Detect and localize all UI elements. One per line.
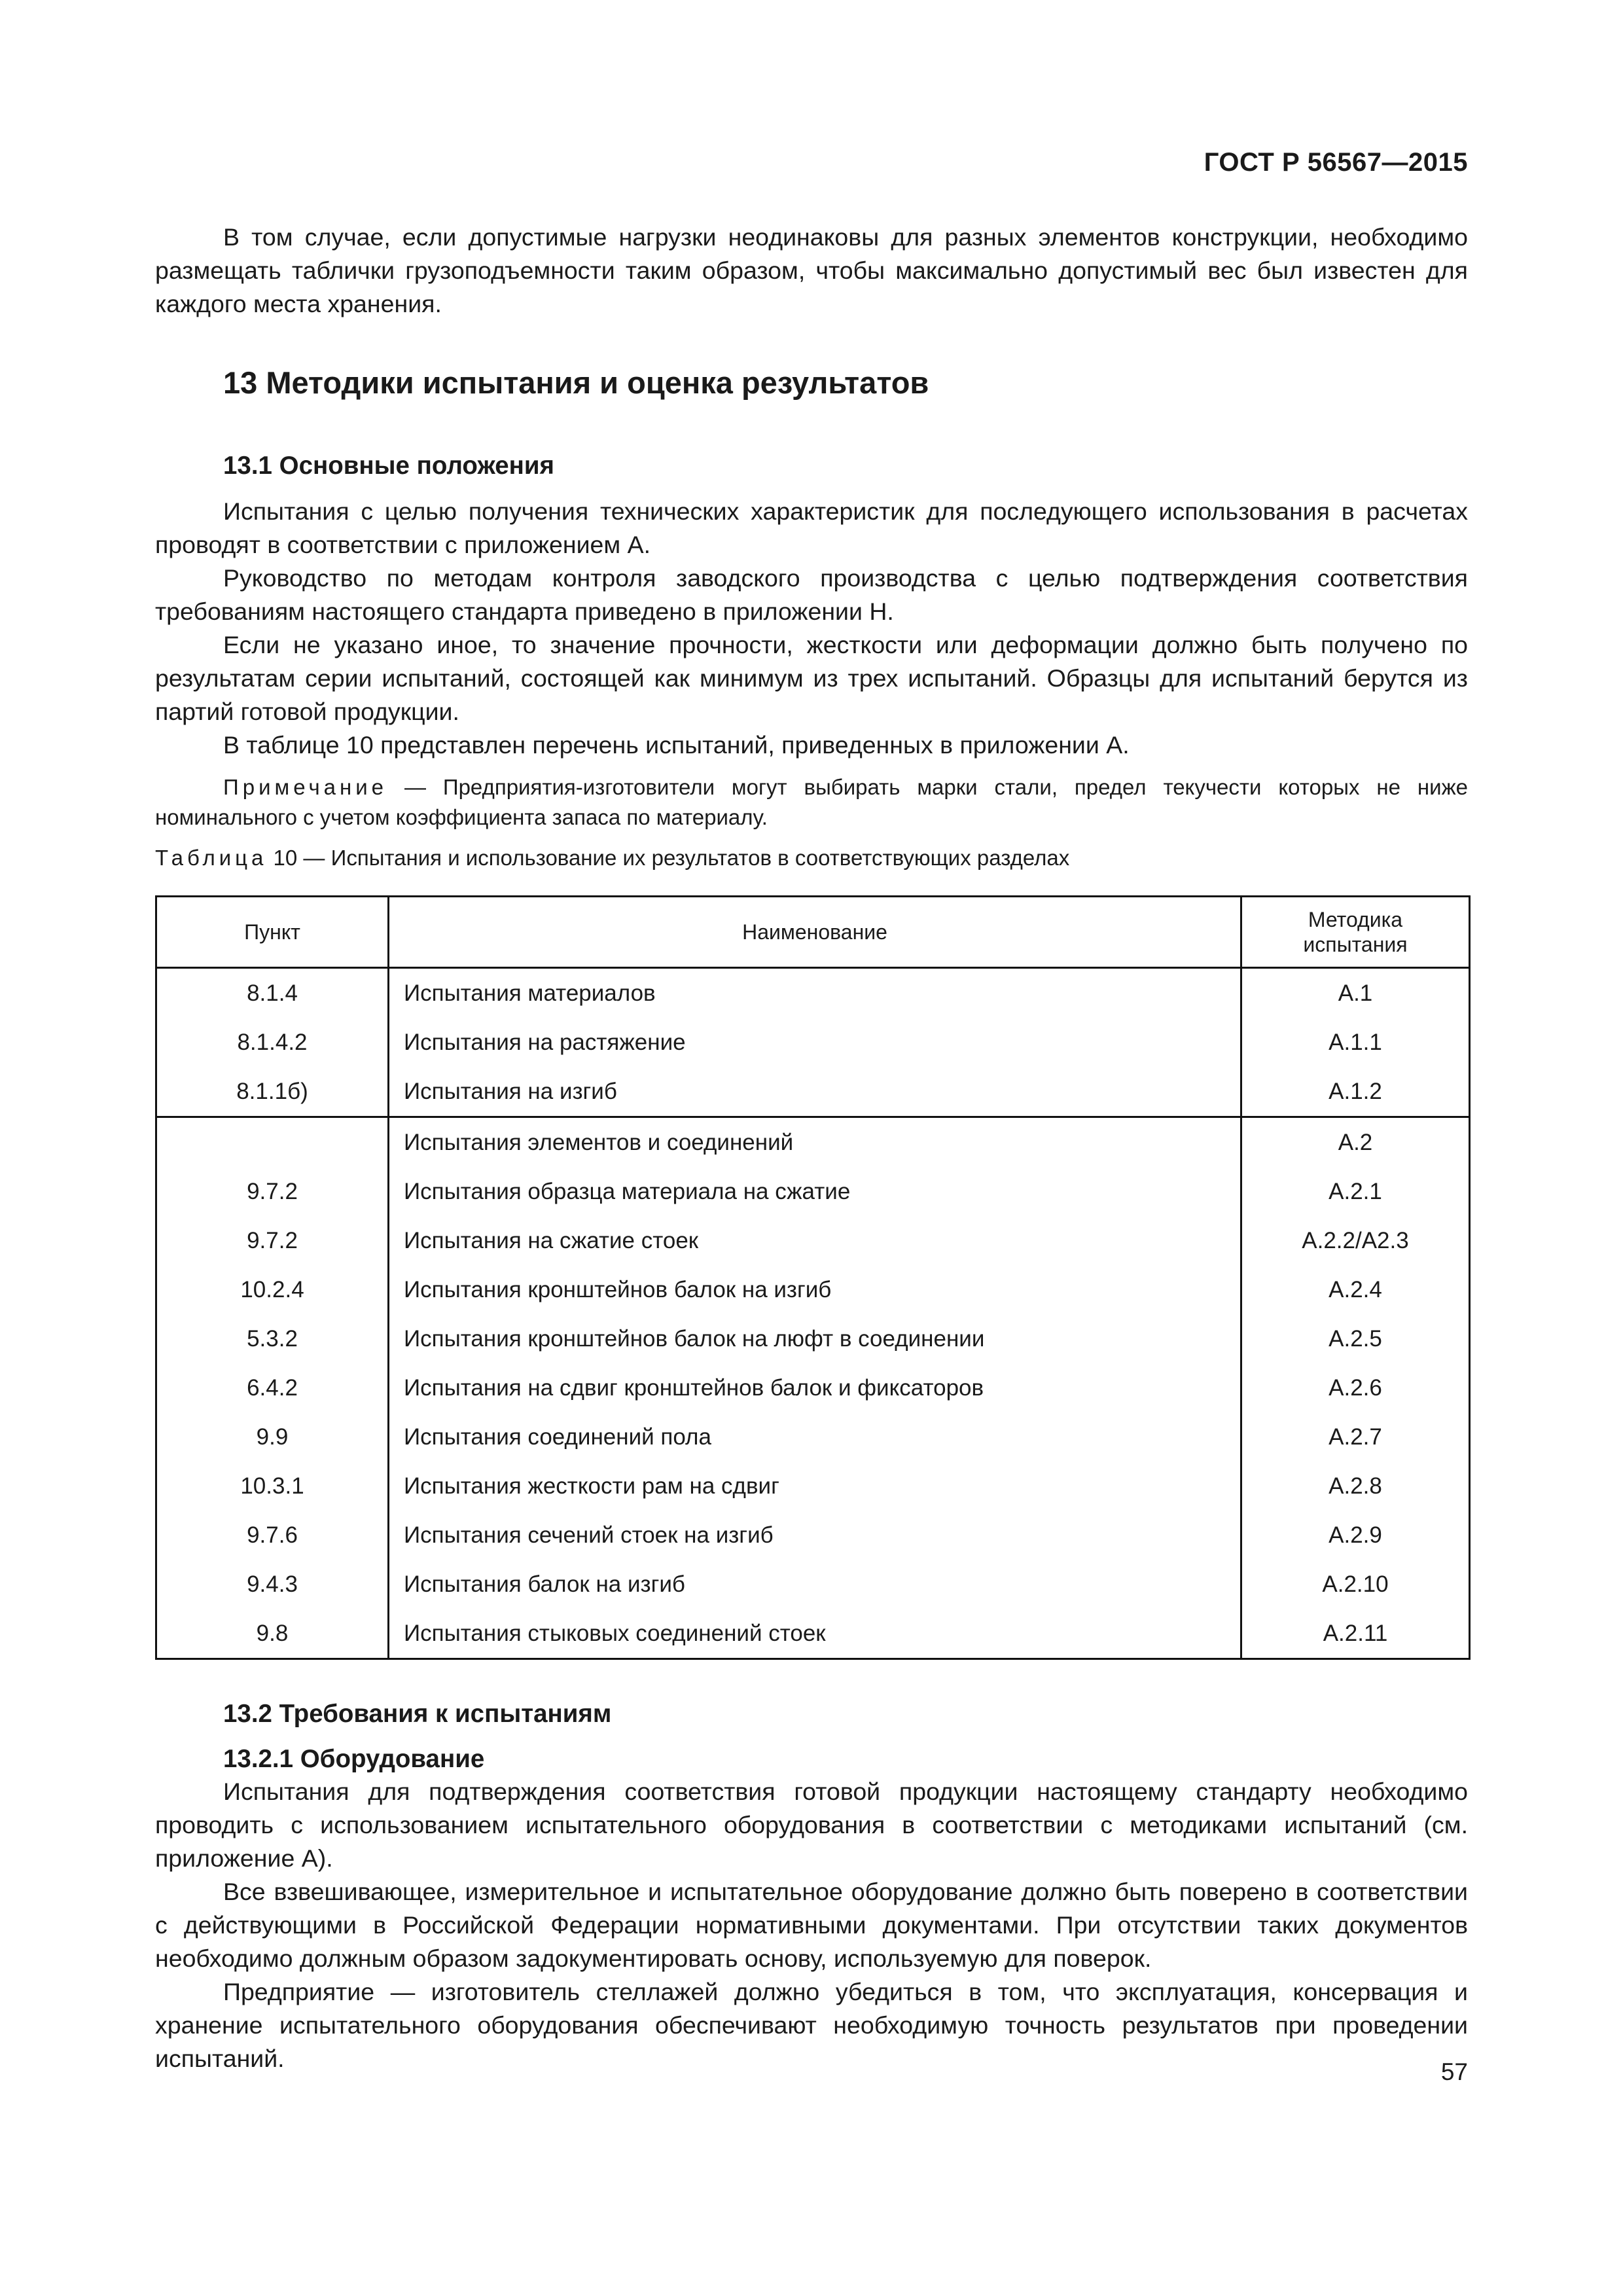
- cell-method: А.2.9: [1241, 1511, 1470, 1560]
- header-method-line2: испытания: [1303, 933, 1408, 956]
- cell-point: 9.9: [156, 1412, 389, 1462]
- intro-paragraph-block: [155, 221, 1468, 321]
- section-13-2-1-body: [155, 1775, 1468, 2075]
- cell-point: 10.2.4: [156, 1265, 389, 1314]
- cell-method: А.2.8: [1241, 1462, 1470, 1511]
- section-13-2-title: 13.2 Требования к испытаниям: [223, 1700, 612, 1728]
- paragraph: Испытания для подтверждения соответствия готовой продукции настоящему стандарту необходимо проводить с использованием испытательного оборудования в соответствии с методиками испытаний (см. приложение А).: [155, 1778, 1468, 1872]
- paragraph: Испытания с целью получения технических характеристик для последующего использования в расчетах проводят в соответствии с приложением А.: [155, 497, 1468, 558]
- cell-method: А.2.11: [1241, 1609, 1470, 1659]
- cell-name: Испытания кронштейнов балок на люфт в соединении: [389, 1314, 1241, 1363]
- cell-point: 9.7.2: [156, 1216, 389, 1265]
- cell-name: Испытания соединений пола: [389, 1412, 1241, 1462]
- cell-method: А.1.1: [1241, 1018, 1470, 1067]
- cell-name: Испытания жесткости рам на сдвиг: [389, 1462, 1241, 1511]
- paragraph: Предприятие — изготовитель стеллажей должно убедиться в том, что эксплуатация, консервация и хранение испытательного оборудования обеспечивают необходимую точность результатов при проведении испытаний.: [155, 1978, 1468, 2072]
- table-row: [156, 1560, 1470, 1609]
- cell-point: 8.1.4.2: [156, 1018, 389, 1067]
- intro-paragraph: В том случае, если допустимые нагрузки неодинаковы для разных элементов конструкции, необходимо размещать таблички грузоподъемности таким образом, чтобы максимально допустимый вес был известен для каждого места хранения.: [155, 223, 1468, 317]
- table-row: [156, 1067, 1470, 1117]
- cell-point: 8.1.4: [156, 968, 389, 1018]
- section-13-2-1-title: 13.2.1 Оборудование: [223, 1745, 485, 1773]
- table-row: [156, 968, 1470, 1018]
- cell-point: [156, 1117, 389, 1168]
- cell-point: 9.8: [156, 1609, 389, 1659]
- cell-method: А.2.2/А2.3: [1241, 1216, 1470, 1265]
- cell-name: Испытания на сдвиг кронштейнов балок и фиксаторов: [389, 1363, 1241, 1412]
- header-point: Пункт: [156, 897, 389, 968]
- cell-name: Испытания на сжатие стоек: [389, 1216, 1241, 1265]
- cell-name: Испытания стыковых соединений стоек: [389, 1609, 1241, 1659]
- note-label: Примечание: [223, 775, 388, 799]
- cell-method: А.2.4: [1241, 1265, 1470, 1314]
- section-13-1-title: 13.1 Основные положения: [223, 452, 555, 480]
- cell-point: 9.7.6: [156, 1511, 389, 1560]
- cell-method: А.2.7: [1241, 1412, 1470, 1462]
- cell-point: 5.3.2: [156, 1314, 389, 1363]
- cell-method: А.2.1: [1241, 1167, 1470, 1216]
- table-row: [156, 1314, 1470, 1363]
- table-row: [156, 1609, 1470, 1659]
- note-text: — Предприятия-изготовители могут выбирать марки стали, предел текучести которых не ниже номинального с учетом коэффициента запаса по материалу.: [155, 775, 1468, 829]
- cell-name: Испытания балок на изгиб: [389, 1560, 1241, 1609]
- paragraph: Все взвешивающее, измерительное и испытательное оборудование должно быть поверено в соответствии с действующими в Российской Федерации нормативными документами. При отсутствии таких документов необходимо должным образом задокументировать основу, используемую для поверок.: [155, 1878, 1468, 1972]
- table-caption: [155, 843, 1468, 873]
- table-row: [156, 1018, 1470, 1067]
- table-row: [156, 1216, 1470, 1265]
- cell-method: А.2: [1241, 1117, 1470, 1168]
- section-13-title: 13 Методики испытания и оценка результатов: [223, 365, 929, 400]
- section-13-1-body: [155, 495, 1468, 762]
- table-caption-label: Таблица: [155, 846, 268, 870]
- paragraph: Если не указано иное, то значение прочности, жесткости или деформации должно быть получено по результатам серии испытаний, состоящей как минимум из трех испытаний. Образцы для испытаний берутся из партий готовой продукции.: [155, 631, 1468, 725]
- cell-name: Испытания элементов и соединений: [389, 1117, 1241, 1168]
- table-row: [156, 1117, 1470, 1168]
- table-row: [156, 1363, 1470, 1412]
- table-row: [156, 1462, 1470, 1511]
- cell-name: Испытания материалов: [389, 968, 1241, 1018]
- header-method: [1241, 897, 1470, 968]
- cell-method: А.2.6: [1241, 1363, 1470, 1412]
- table-header-row: [156, 897, 1470, 968]
- cell-point: 8.1.1б): [156, 1067, 389, 1117]
- cell-name: Испытания кронштейнов балок на изгиб: [389, 1265, 1241, 1314]
- cell-method: А.2.5: [1241, 1314, 1470, 1363]
- tests-table: [155, 895, 1471, 1660]
- paragraph: Руководство по методам контроля заводского производства с целью подтверждения соответствия требованиям настоящего стандарта приведено в приложении Н.: [155, 564, 1468, 625]
- cell-point: 6.4.2: [156, 1363, 389, 1412]
- note: [155, 772, 1468, 833]
- cell-method: А.1: [1241, 968, 1470, 1018]
- cell-name: Испытания сечений стоек на изгиб: [389, 1511, 1241, 1560]
- cell-name: Испытания образца материала на сжатие: [389, 1167, 1241, 1216]
- cell-point: 9.7.2: [156, 1167, 389, 1216]
- paragraph: В таблице 10 представлен перечень испытаний, приведенных в приложении А.: [223, 731, 1130, 759]
- document-code: ГОСТ Р 56567—2015: [1204, 148, 1468, 177]
- cell-point: 9.4.3: [156, 1560, 389, 1609]
- cell-method: А.2.10: [1241, 1560, 1470, 1609]
- table-row: [156, 1265, 1470, 1314]
- table-row: [156, 1167, 1470, 1216]
- cell-point: 10.3.1: [156, 1462, 389, 1511]
- header-name: Наименование: [389, 897, 1241, 968]
- cell-name: Испытания на изгиб: [389, 1067, 1241, 1117]
- cell-name: Испытания на растяжение: [389, 1018, 1241, 1067]
- table-row: [156, 1511, 1470, 1560]
- table-row: [156, 1412, 1470, 1462]
- header-method-line1: Методика: [1308, 908, 1403, 931]
- page-number: 57: [1440, 2058, 1468, 2085]
- table-caption-text: 10 — Испытания и использование их результатов в соответствующих разделах: [267, 846, 1070, 870]
- cell-method: А.1.2: [1241, 1067, 1470, 1117]
